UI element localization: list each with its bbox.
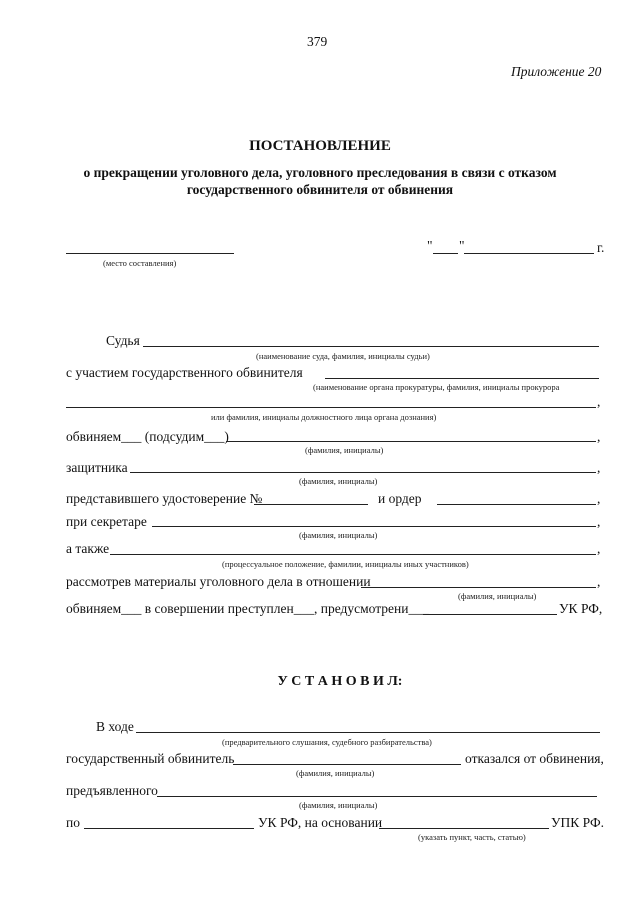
article-caption: (указать пункт, часть, статью) — [418, 832, 526, 842]
defender-label: защитника — [66, 460, 128, 475]
document-subtitle-line2: государственного обвинителя от обвинения — [186, 182, 454, 197]
comma: , — [597, 460, 601, 475]
also-field[interactable] — [110, 554, 596, 555]
accused-crime-label: обвиняем___ в совершении преступлен___, предусмотрени___ — [66, 601, 429, 616]
state-prosecutor-caption: (фамилия, инициалы) — [296, 768, 375, 778]
presented-field[interactable] — [157, 796, 597, 797]
judge-label: Судья — [106, 333, 140, 348]
comma: , — [597, 541, 601, 556]
document-subtitle-line1: о прекращении уголовного дела, уголовного преследования в связи с отказом — [83, 165, 557, 180]
order-label: и ордер — [378, 491, 422, 506]
prosecutor-field-2[interactable] — [66, 407, 596, 408]
accused-field[interactable] — [226, 441, 596, 442]
presented-caption: (фамилия, инициалы) — [299, 800, 378, 810]
secretary-caption: (фамилия, инициалы) — [299, 530, 378, 540]
date-year-suffix: г. — [597, 240, 605, 255]
date-day-field[interactable] — [433, 253, 458, 254]
prosecutor-caption: (наименование органа прокуратуры, фамилия, инициалы прокурора — [313, 382, 560, 392]
certificate-field[interactable] — [254, 504, 368, 505]
upk-rf-label: УПК РФ. — [551, 815, 605, 830]
also-label: а также — [66, 541, 110, 556]
comma: , — [597, 394, 601, 409]
crime-article-field[interactable] — [423, 614, 557, 615]
secretary-field[interactable] — [152, 526, 596, 527]
defender-caption: (фамилия, инициалы) — [299, 476, 378, 486]
uk-rf-basis-label: УК РФ, на основании — [258, 815, 383, 830]
order-field[interactable] — [437, 504, 596, 505]
accused-label: обвиняем___ (подсудим___) — [66, 429, 229, 444]
appendix-label: Приложение 20 — [511, 64, 602, 79]
reviewed-field[interactable] — [361, 587, 596, 588]
prosecutor-label: с участием государственного обвинителя — [66, 365, 303, 380]
state-prosecutor-label: государственный обвинитель — [66, 751, 235, 766]
accused-caption: (фамилия, инициалы) — [305, 445, 384, 455]
reviewed-label: рассмотрев материалы уголовного дела в отношении — [66, 574, 371, 589]
date-month-field[interactable] — [464, 253, 594, 254]
date-quote-open: " — [427, 238, 433, 253]
established-heading: У С Т А Н О В И Л: — [277, 674, 403, 689]
basis-field[interactable] — [379, 828, 549, 829]
comma: , — [597, 429, 601, 444]
during-field[interactable] — [136, 732, 600, 733]
presented-label: предъявленного — [66, 783, 158, 798]
comma: , — [597, 574, 601, 589]
certificate-label: представившего удостоверение № — [66, 491, 263, 506]
during-caption: (предварительного слушания, судебного разбирательства) — [222, 737, 432, 747]
place-caption: (место составления) — [103, 258, 177, 268]
secretary-label: при секретаре — [66, 514, 147, 529]
during-label: В ходе — [96, 719, 134, 734]
uk-rf-label: УК РФ, — [559, 601, 603, 616]
defender-field[interactable] — [130, 472, 596, 473]
comma: , — [597, 491, 601, 506]
judge-caption: (наименование суда, фамилия, инициалы судьи) — [256, 351, 430, 361]
po-label: по — [66, 815, 80, 830]
prosecutor-field[interactable] — [325, 378, 599, 379]
refused-label: отказался от обвинения, — [465, 751, 604, 766]
page-number: 379 — [307, 34, 328, 49]
also-caption: (процессуальное положение, фамилии, инициалы иных участников) — [222, 559, 469, 569]
po-article-field[interactable] — [84, 828, 254, 829]
reviewed-caption: (фамилия, инициалы) — [458, 591, 537, 601]
place-field[interactable] — [66, 253, 234, 254]
state-prosecutor-field[interactable] — [233, 764, 461, 765]
document-title: ПОСТАНОВЛЕНИЕ — [249, 138, 391, 154]
judge-field[interactable] — [143, 346, 599, 347]
date-quote-close: " — [459, 238, 465, 253]
inquiry-caption: или фамилия, инициалы должностного лица органа дознания) — [211, 412, 437, 422]
comma: , — [597, 514, 601, 529]
